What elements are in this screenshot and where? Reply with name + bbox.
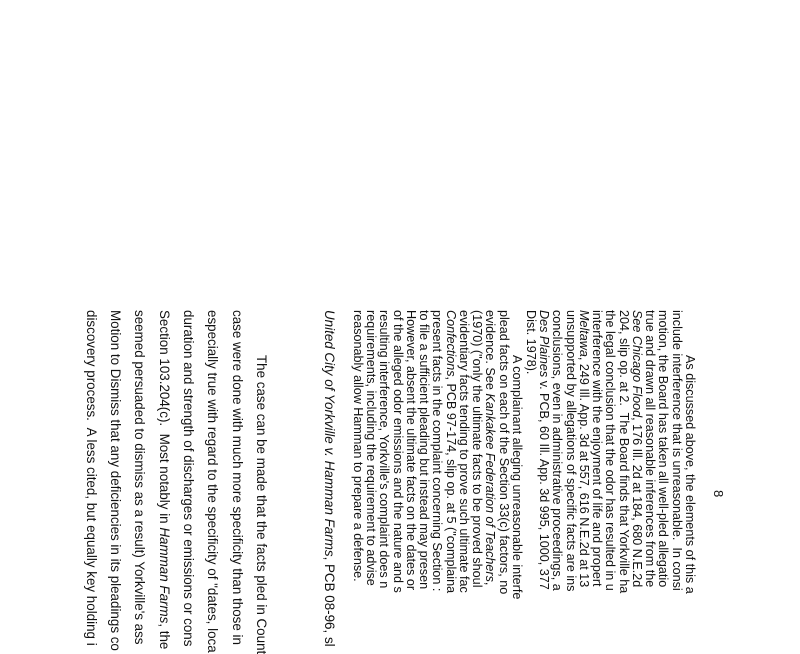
text-line: of the alleged odor emissions and the nature and s (390, 310, 405, 593)
text-line: See Chicago Flood, 176 Ill. 2d at 184, 680 N.E.2d (630, 310, 644, 588)
text-line: Dist. 1978). (524, 310, 538, 375)
text-line: evidence. See Kankakee Federation of Teachers, (483, 310, 498, 586)
text-line: interference with the enjoyment of life and propert (590, 310, 605, 587)
text-line: United City of Yorkville v. Hamman Farms, PCB 08-96, sl (322, 310, 337, 647)
text-line: plead facts on each of the Section 33(c) factors, no (496, 310, 511, 595)
text-line: especially true with regard to the specificity of "dates, loca (205, 310, 221, 653)
text-line: Des Plaines v. PCB, 60 Ill. App. 3d 995, 1000, 377 (537, 310, 552, 590)
text-line: A complainant alleging unreasonable interfe (510, 355, 524, 600)
text-line: The case can be made that the facts pled in Count (254, 355, 269, 654)
text-line: discovery process. A less cited, but equally key holding i (83, 310, 99, 646)
text-line: Meltawa, 249 Ill. App. 3d at 557, 616 N.E.2d at 13 (577, 310, 591, 588)
text-line: present facts in the complaint concerning Section : (430, 310, 445, 592)
text-line: unsupported by allegations of specific facts are ins (563, 310, 578, 592)
text-line: to file a sufficient pleading but instead may presen (417, 310, 432, 590)
text-line: reasonably allow Hamman to prepare a defense. (351, 310, 365, 582)
page-number: 8 (711, 490, 726, 498)
text-line: Section 103.204(c). Most notably in Hamman Farms, the (156, 310, 172, 650)
text-line: duration and strength of discharges or emissions or cons (180, 310, 196, 647)
text-line: seemed persuaded to dismiss as a result) Yorkville's ass (132, 310, 148, 645)
text-line: requirements, including the requirement to advise (364, 310, 379, 586)
text-line: include interference that is unreasonable. In consi (669, 310, 684, 591)
text-line: the legal conclusion that the odor has resulted in u (603, 310, 618, 591)
text-line: As discussed above, the elements of this a (683, 355, 697, 594)
text-line: case were done with much more specificity than those in (229, 310, 245, 645)
text-line: true and drawn all reasonable inferences from the (643, 310, 658, 588)
text-line: 204, slip op. at 2. The Board finds that Yorkville ha (616, 310, 631, 594)
text-line: Confections, PCB 97-174, slip op. at 5 ("complaina (443, 310, 458, 594)
text-line: Motion to Dismiss that any deficiencies in its pleadings co (107, 310, 123, 651)
text-line: evidentiary facts tending to prove such ultimate fac (457, 310, 471, 593)
text-line: resulting interference, Yorkville's complaint does n (377, 310, 392, 589)
text-line: motion, the Board has taken all well-pled allegatio (656, 310, 671, 588)
text-line: (1970) ("only the ultimate facts to be proved shoul (470, 310, 485, 588)
text-line: However, absent the ultimate facts on the dates or (404, 310, 418, 591)
text-line: conclusions, even in administrative proceedings, a (550, 310, 565, 591)
